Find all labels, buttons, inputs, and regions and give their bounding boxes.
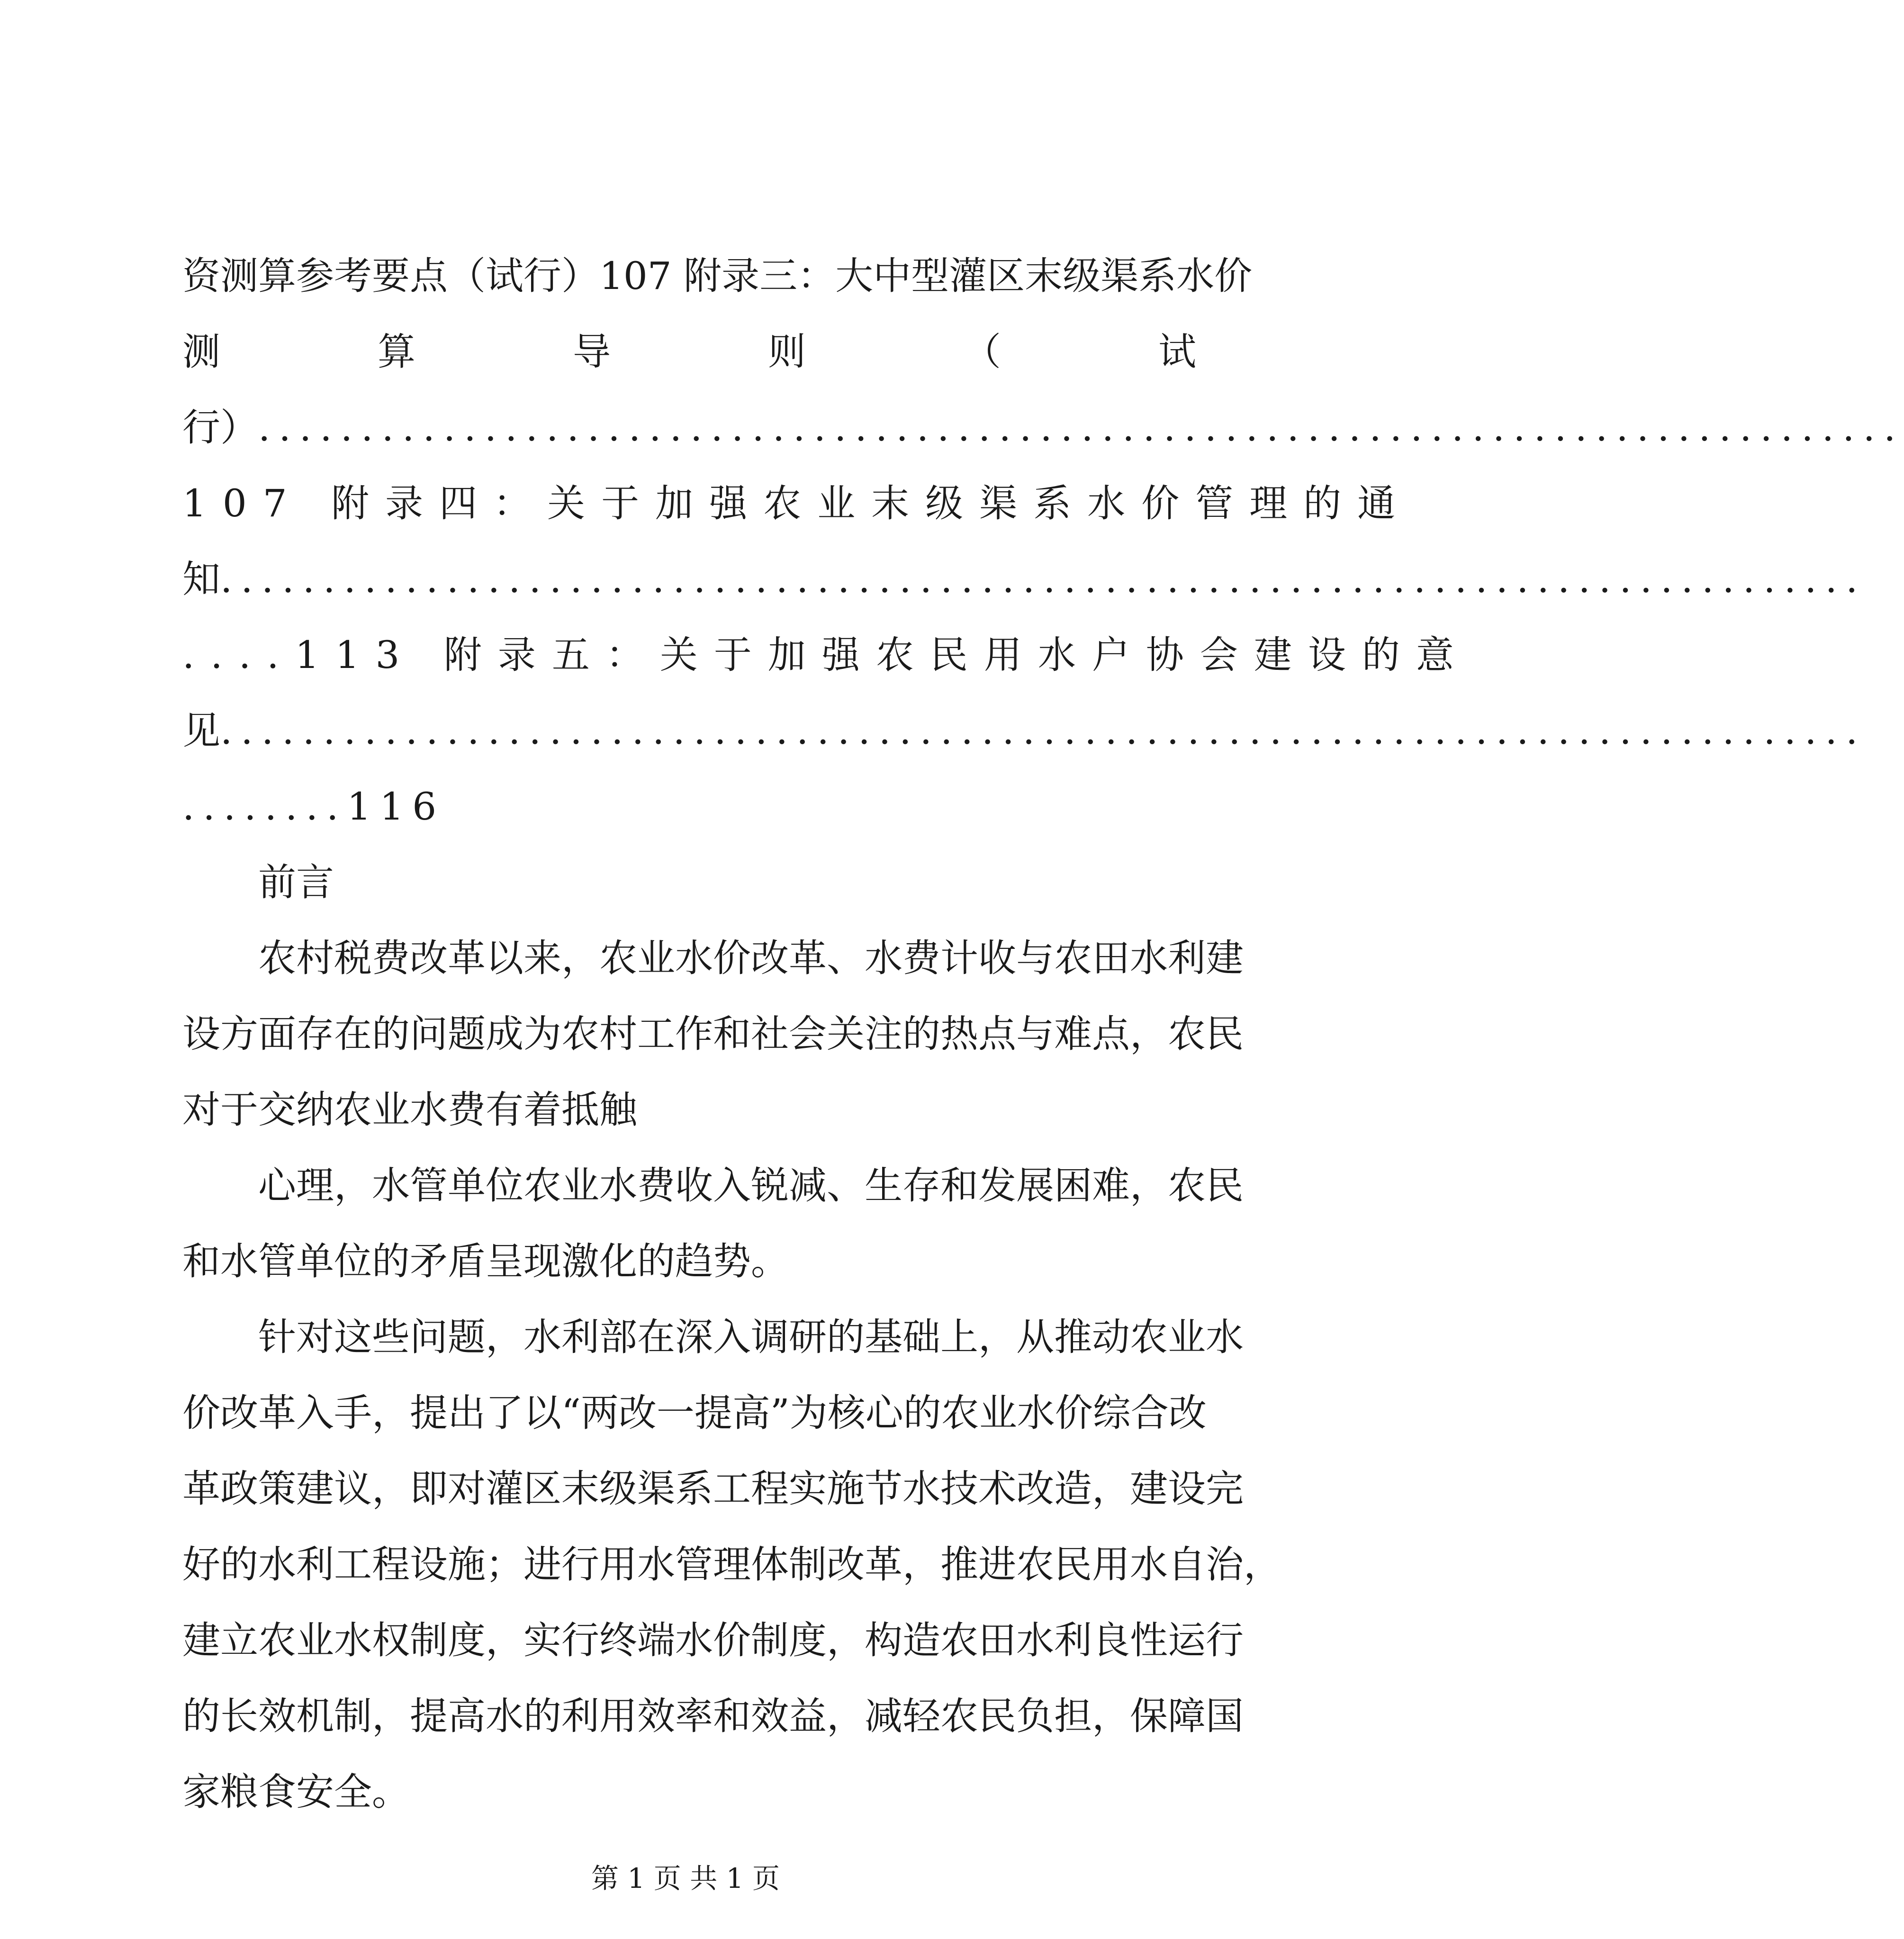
- page-footer: 第 1 页 共 1 页: [591, 1862, 780, 1894]
- paragraph-line: 针对这些问题，水利部在深入调研的基础上，从推动农业水: [258, 1315, 1244, 1359]
- paragraph-line: 建立农业水权制度，实行终端水价制度，构造农田水利良性运行: [182, 1618, 1244, 1662]
- toc-line-7: [182, 693, 1867, 769]
- toc-line-2-char: 导: [573, 330, 611, 374]
- paragraph-line: 价改革入手，提出了以“两改一提高”为核心的农业水价综合改: [182, 1391, 1207, 1435]
- toc-line-8: ........116: [182, 785, 445, 829]
- toc-leader-dots: ................................................................................: [220, 557, 1867, 601]
- toc-line-1: 资测算参考要点（试行）107 附录三：大中型灌区末级渠系水价: [182, 254, 1253, 298]
- paragraph-line: 和水管单位的矛盾呈现激化的趋势。: [182, 1239, 789, 1283]
- paragraph-line: 设方面存在的问题成为农村工作和社会关注的热点与难点，农民: [182, 1012, 1244, 1056]
- toc-line-2-char: 试: [1158, 330, 1196, 374]
- paragraph-line: 革政策建议，即对灌区末级渠系工程实施节水技术改造，建设完: [182, 1467, 1244, 1511]
- toc-line-2-char: （: [963, 330, 1001, 374]
- paragraph-line: 的长效机制，提高水的利用效率和效益，减轻农民负担，保障国: [182, 1694, 1244, 1738]
- toc-leader-dots: ................................................................................: [220, 709, 1867, 753]
- toc-line-3: [182, 390, 1904, 466]
- paragraph-line: 心理，水管单位农业水费收入锐减、生存和发展困难，农民: [258, 1163, 1244, 1208]
- toc-line-2-char: 算: [378, 330, 415, 374]
- paragraph-line: 农村税费改革以来，农业水价改革、水费计收与农田水利建: [258, 936, 1244, 980]
- toc-line-5-lead: 知: [182, 557, 220, 601]
- toc-line-6: ....113 附录五：关于加强农民用水户协会建设的意: [182, 633, 1470, 677]
- section-heading: 前言: [258, 860, 334, 904]
- toc-line-3-lead: 行）: [182, 406, 258, 450]
- paragraph-line: 对于交纳农业水费有着抵触: [182, 1088, 637, 1132]
- toc-line-2-char: 则: [768, 330, 806, 374]
- toc-line-7-lead: 见: [182, 709, 220, 753]
- paragraph-line: 家粮食安全。: [182, 1770, 410, 1814]
- toc-line-2-char: 测: [182, 330, 220, 374]
- toc-line-5: [182, 541, 1867, 617]
- toc-line-4: 107 附录四：关于加强农业末级渠系水价管理的通: [182, 481, 1412, 525]
- toc-leader-dots: ................................................................................: [258, 406, 1904, 450]
- paragraph-line: 好的水利工程设施；进行用水管理体制改革，推进农民用水自治，: [182, 1542, 1281, 1587]
- toc-line-2: [182, 314, 1196, 390]
